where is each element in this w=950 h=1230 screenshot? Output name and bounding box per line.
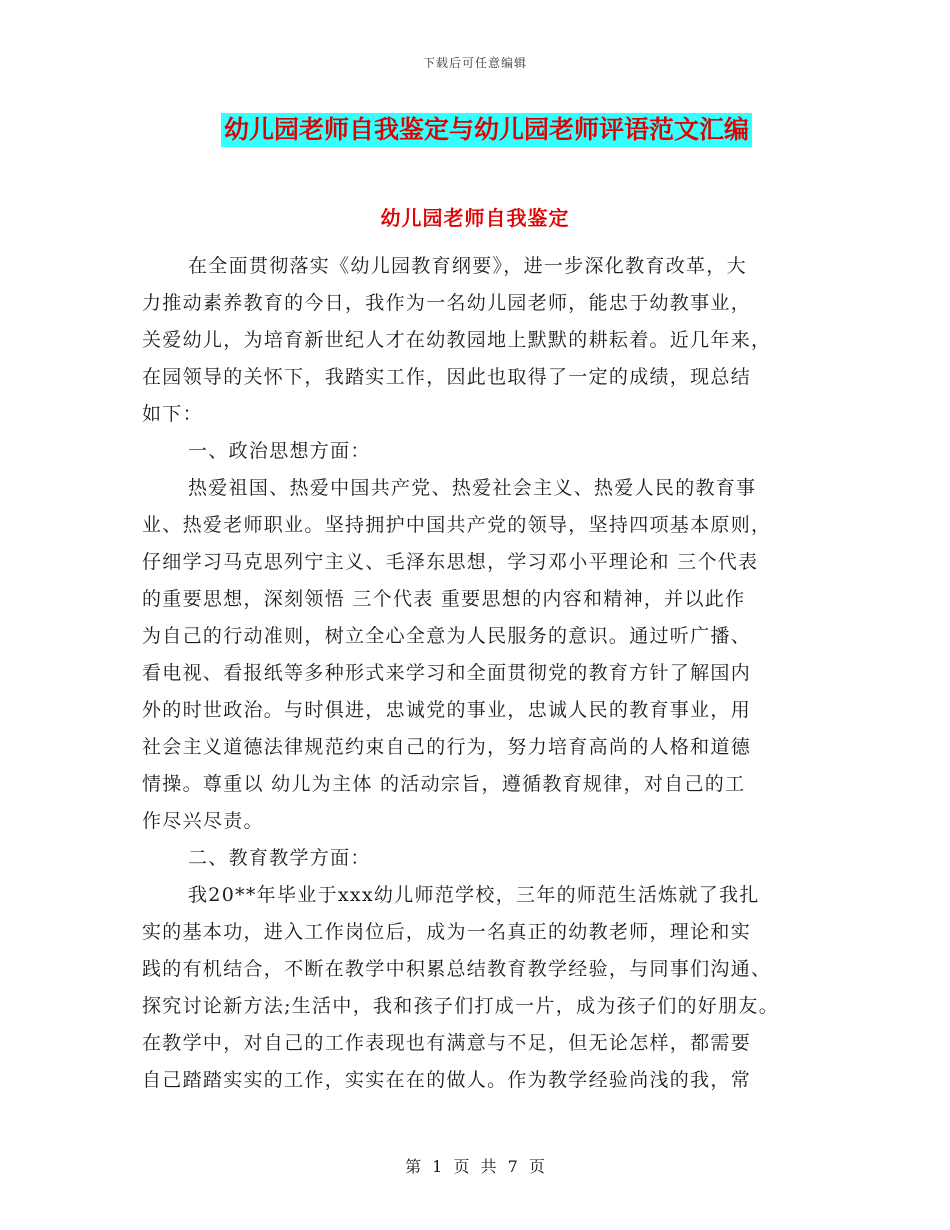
page-footer: 第 1 页 共 7 页 xyxy=(405,1157,545,1176)
text-line: 力推动素养教育的今日，我作为一名幼儿园老师，能忠于幼教事业， xyxy=(142,292,752,314)
main-title: 幼儿园老师自我鉴定与幼儿园老师评语范文汇编 xyxy=(221,113,752,147)
section-title: 幼儿园老师自我鉴定 xyxy=(380,206,570,230)
text-line: 在园领导的关怀下，我踏实工作，因此也取得了一定的成绩，现总结 xyxy=(142,366,752,388)
text-line: 热爱祖国、热爱中国共产党、热爱社会主义、热爱人民的教育事 xyxy=(188,477,757,499)
text-line: 外的时世政治。与时俱进，忠诚党的事业，忠诚人民的教育事业，用 xyxy=(142,699,752,721)
text-line: 情操。尊重以 幼儿为主体 的活动宗旨，遵循教育规律，对自己的工 xyxy=(142,773,746,795)
text-line: 在教学中，对自己的工作表现也有满意与不足，但无论怎样，都需要 xyxy=(142,1032,752,1054)
text-line: 仔细学习马克思列宁主义、毛泽东思想，学习邓小平理论和 三个代表 xyxy=(142,551,759,573)
text-line: 二、教育教学方面： xyxy=(188,847,371,869)
text-line: 作尽兴尽责。 xyxy=(142,810,264,832)
header-note: 下载后可任意编辑 xyxy=(422,56,527,70)
body-text xyxy=(142,248,822,1099)
text-line: 践的有机结合，不断在教学中积累总结教育教学经验，与同事们沟通、 xyxy=(142,958,772,980)
text-line: 如下： xyxy=(142,403,203,425)
text-line: 社会主义道德法律规范约束自己的行为，努力培育高尚的人格和道德 xyxy=(142,736,752,758)
text-line: 一、政治思想方面： xyxy=(188,440,371,462)
text-line: 探究讨论新方法;生活中，我和孩子们打成一片，成为孩子们的好朋友。 xyxy=(142,995,780,1017)
text-line: 我20**年毕业于xxx幼儿师范学校，三年的师范生活炼就了我扎 xyxy=(188,884,760,906)
text-line: 业、热爱老师职业。坚持拥护中国共产党的领导，坚持四项基本原则， xyxy=(142,514,772,536)
text-line: 在全面贯彻落实《幼儿园教育纲要》，进一步深化教育改革，大 xyxy=(188,255,747,277)
text-line: 实的基本功，进入工作岗位后，成为一名真正的幼教老师，理论和实 xyxy=(142,921,752,943)
text-line: 的重要思想，深刻领悟 三个代表 重要思想的内容和精神，并以此作 xyxy=(142,588,746,610)
text-line: 关爱幼儿，为培育新世纪人才在幼教园地上默默的耕耘着。近几年来， xyxy=(142,329,772,351)
text-line: 自己踏踏实实的工作，实实在在的做人。作为教学经验尚浅的我，常 xyxy=(142,1069,752,1091)
text-line: 为自己的行动准则，树立全心全意为人民服务的意识。通过听广播、 xyxy=(142,625,752,647)
text-line: 看电视、看报纸等多种形式来学习和全面贯彻党的教育方针了解国内 xyxy=(142,662,752,684)
